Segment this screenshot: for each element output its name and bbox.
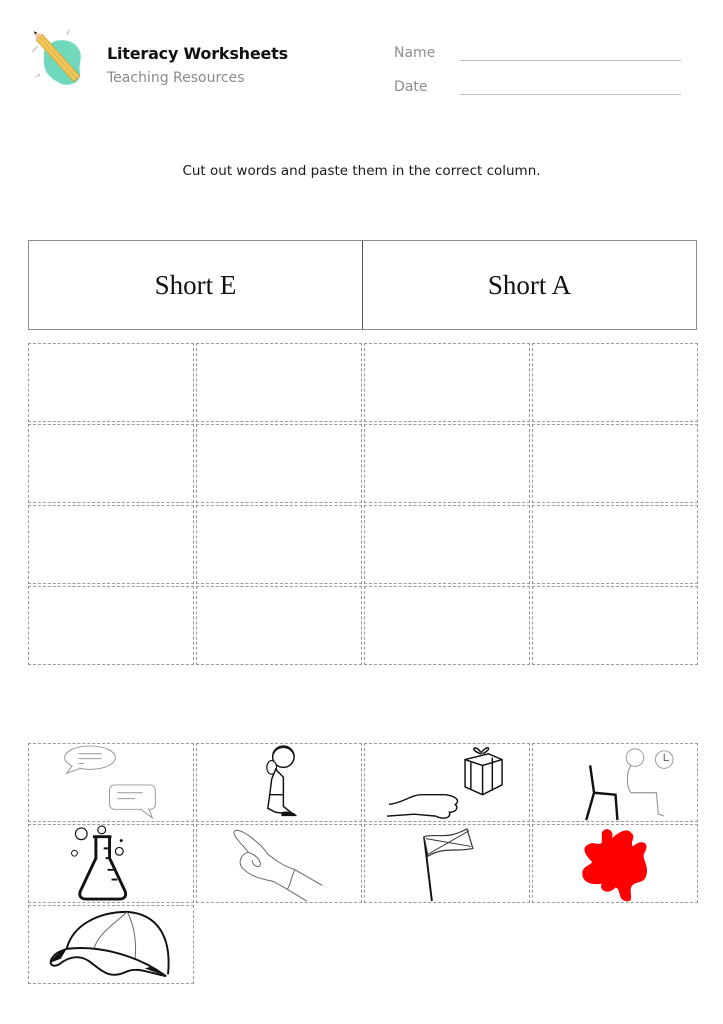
answer-cell[interactable] [196, 343, 362, 422]
flag-icon [365, 825, 529, 902]
date-line[interactable] [460, 94, 681, 95]
name-line[interactable] [460, 60, 681, 61]
answer-cell[interactable] [364, 505, 530, 584]
column-header-table [28, 240, 697, 330]
picture-card[interactable] [28, 905, 194, 984]
answer-cell[interactable] [196, 424, 362, 503]
answer-cell[interactable] [532, 343, 698, 422]
picture-card[interactable] [28, 743, 194, 822]
answer-cell[interactable] [28, 505, 194, 584]
answer-cell[interactable] [532, 586, 698, 665]
brand-subtitle: Teaching Resources [107, 70, 245, 86]
answer-cell[interactable] [196, 586, 362, 665]
column-header-short-a: Short A [362, 241, 696, 329]
picture-card[interactable] [532, 824, 698, 903]
red-splat-icon [533, 825, 697, 902]
baseball-cap-icon [29, 906, 193, 983]
picture-card[interactable] [364, 824, 530, 903]
sitting-waiting-icon [533, 744, 697, 821]
pointing-hand-icon [197, 825, 361, 902]
instructions: Cut out words and paste them in the correct column. [182, 163, 541, 179]
answer-cell[interactable] [196, 505, 362, 584]
answer-cell[interactable] [364, 424, 530, 503]
name-label: Name [394, 45, 436, 61]
speech-bubbles-icon [29, 744, 193, 821]
column-header-short-e: Short E [154, 269, 237, 300]
hand-gift-icon [365, 744, 529, 821]
answer-cell[interactable] [364, 586, 530, 665]
flask-icon [29, 825, 193, 902]
answer-grid [28, 343, 698, 665]
picture-card[interactable] [196, 824, 362, 903]
date-label: Date [394, 79, 428, 95]
answer-cell[interactable] [532, 505, 698, 584]
answer-cell[interactable] [532, 424, 698, 503]
answer-cell[interactable] [28, 343, 194, 422]
picture-cards [28, 743, 698, 984]
answer-cell[interactable] [364, 343, 530, 422]
picture-card[interactable] [28, 824, 194, 903]
praying-boy-icon [197, 744, 361, 821]
logo-icon [26, 26, 90, 90]
picture-card[interactable] [532, 743, 698, 822]
picture-card[interactable] [196, 743, 362, 822]
picture-card[interactable] [364, 743, 530, 822]
answer-cell[interactable] [28, 424, 194, 503]
brand-title: Literacy Worksheets [107, 44, 288, 63]
answer-cell[interactable] [28, 586, 194, 665]
